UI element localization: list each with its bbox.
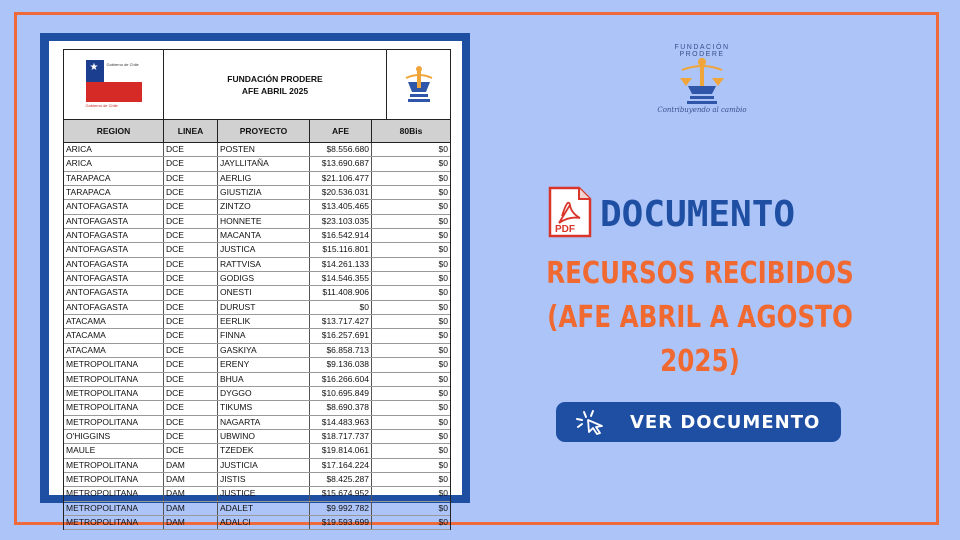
cell-region: ANTOFAGASTA <box>64 301 164 314</box>
cell-80bis: $0 <box>438 445 448 456</box>
cell-region: METROPOLITANA <box>64 373 164 386</box>
cell-region: ANTOFAGASTA <box>64 243 164 256</box>
cell-proyecto: JAYLLITAÑA <box>218 157 310 170</box>
cell-proyecto: GIUSTIZIA <box>218 186 310 199</box>
cell-linea: DAM <box>164 487 218 500</box>
column-header-linea: LINEA <box>164 120 218 142</box>
afe-table <box>63 49 451 530</box>
cell-80bis: $0 <box>438 244 448 255</box>
cell-linea: DCE <box>164 358 218 371</box>
cell-proyecto: TZEDEK <box>218 444 310 457</box>
subtitle-line2: (AFE ABRIL A AGOSTO 2025) <box>547 300 853 379</box>
cell-linea: DCE <box>164 430 218 443</box>
cell-proyecto: JUSTICA <box>218 243 310 256</box>
cell-region: ANTOFAGASTA <box>64 258 164 271</box>
table-row <box>64 473 450 487</box>
table-row <box>64 387 450 401</box>
table-row <box>64 459 450 473</box>
subtitle-line1: RECURSOS RECIBIDOS <box>546 256 854 291</box>
cell-proyecto: HONNETE <box>218 215 310 228</box>
cell-proyecto: ADALCI <box>218 516 310 529</box>
cell-region: METROPOLITANA <box>64 416 164 429</box>
cell-region: ANTOFAGASTA <box>64 229 164 242</box>
cell-linea: DCE <box>164 401 218 414</box>
cell-afe: $14.261.133 <box>310 258 372 271</box>
cell-linea: DAM <box>164 473 218 486</box>
cell-proyecto: ZINTZO <box>218 200 310 213</box>
cell-80bis: $0 <box>438 301 448 312</box>
cell-linea: DCE <box>164 172 218 185</box>
cell-region: METROPOLITANA <box>64 358 164 371</box>
cell-region: TARAPACA <box>64 172 164 185</box>
cell-80bis: $0 <box>438 287 448 298</box>
cell-region: ARICA <box>64 143 164 156</box>
cell-afe: $16.266.604 <box>310 373 372 386</box>
column-header-proyecto: PROYECTO <box>218 120 310 142</box>
cell-80bis: $0 <box>438 473 448 484</box>
cell-proyecto: DURUST <box>218 301 310 314</box>
cell-region: ATACAMA <box>64 315 164 328</box>
document-title-line1: FUNDACIÓN PRODERE <box>227 73 323 84</box>
document-page <box>49 41 462 527</box>
cell-80bis: $0 <box>438 516 448 527</box>
cell-linea: DAM <box>164 516 218 529</box>
cell-region: ATACAMA <box>64 344 164 357</box>
justice-scale-icon <box>674 56 730 106</box>
gov-logo-text: Gobierno de Chile <box>106 61 139 67</box>
cell-proyecto: UBWINO <box>218 430 310 443</box>
table-row <box>64 502 450 516</box>
document-preview[interactable] <box>40 33 470 527</box>
cell-proyecto: EERLIK <box>218 315 310 328</box>
click-cursor-icon <box>572 408 610 436</box>
gov-logo-caption: Gobierno de Chile <box>85 102 118 108</box>
cell-afe: $15.674.952 <box>310 487 372 500</box>
column-header-region: REGION <box>64 120 164 142</box>
cell-80bis: $0 <box>438 273 448 284</box>
cell-afe: $10.695.849 <box>310 387 372 400</box>
cell-80bis: $0 <box>438 316 448 327</box>
cell-region: ANTOFAGASTA <box>64 200 164 213</box>
table-row <box>64 516 450 530</box>
table-row <box>64 200 450 214</box>
cell-linea: DCE <box>164 215 218 228</box>
gov-logo-cell <box>64 50 164 119</box>
cell-afe: $15.116.801 <box>310 243 372 256</box>
table-row <box>64 430 450 444</box>
cell-region: MAULE <box>64 444 164 457</box>
table-row <box>64 401 450 415</box>
cell-80bis: $0 <box>438 230 448 241</box>
cell-afe: $16.257.691 <box>310 329 372 342</box>
pdf-icon-label: PDF <box>555 224 575 235</box>
cell-afe: $6.858.713 <box>310 344 372 357</box>
cell-afe: $19.814.061 <box>310 444 372 457</box>
cell-afe: $9.136.038 <box>310 358 372 371</box>
cell-proyecto: RATTVISA <box>218 258 310 271</box>
cell-proyecto: BHUA <box>218 373 310 386</box>
gobierno-chile-logo: ★ Gobierno de Chile Gobierno de Chile <box>86 60 142 110</box>
prodere-brand-logo <box>652 44 752 134</box>
table-row <box>64 157 450 171</box>
cell-80bis: $0 <box>438 488 448 499</box>
cell-80bis: $0 <box>438 387 448 398</box>
cell-afe: $21.106.477 <box>310 172 372 185</box>
ver-documento-button[interactable] <box>556 402 841 442</box>
cell-region: ANTOFAGASTA <box>64 272 164 285</box>
cell-afe: $18.717.737 <box>310 430 372 443</box>
table-row <box>64 215 450 229</box>
cell-region: METROPOLITANA <box>64 459 164 472</box>
cell-80bis: $0 <box>438 158 448 169</box>
prodere-seal-cell <box>386 50 450 119</box>
cell-linea: DCE <box>164 373 218 386</box>
cell-afe: $11.408.906 <box>310 286 372 299</box>
cell-afe: $14.483.963 <box>310 416 372 429</box>
cell-linea: DCE <box>164 444 218 457</box>
cell-proyecto: GASKIYA <box>218 344 310 357</box>
cell-proyecto: AERLIG <box>218 172 310 185</box>
table-row <box>64 373 450 387</box>
cell-proyecto: POSTEN <box>218 143 310 156</box>
cell-proyecto: MACANTA <box>218 229 310 242</box>
table-row <box>64 315 450 329</box>
cell-proyecto: JUSTICIA <box>218 459 310 472</box>
cell-80bis: $0 <box>438 402 448 413</box>
cell-afe: $16.542.914 <box>310 229 372 242</box>
cell-afe: $8.556.680 <box>310 143 372 156</box>
cell-80bis: $0 <box>438 416 448 427</box>
cell-linea: DCE <box>164 387 218 400</box>
table-row <box>64 258 450 272</box>
brand-name: FUNDACIÓN PRODERE <box>674 44 730 58</box>
cell-proyecto: ONESTI <box>218 286 310 299</box>
cell-linea: DCE <box>164 344 218 357</box>
table-row <box>64 444 450 458</box>
cell-80bis: $0 <box>438 373 448 384</box>
table-row <box>64 286 450 300</box>
pdf-icon <box>547 185 593 239</box>
cell-afe: $13.690.687 <box>310 157 372 170</box>
cell-afe: $0 <box>310 301 372 314</box>
cell-region: METROPOLITANA <box>64 502 164 515</box>
cell-linea: DCE <box>164 229 218 242</box>
table-row <box>64 243 450 257</box>
cell-region: METROPOLITANA <box>64 487 164 500</box>
cell-80bis: $0 <box>438 258 448 269</box>
cell-region: O'HIGGINS <box>64 430 164 443</box>
cell-afe: $17.164.224 <box>310 459 372 472</box>
cell-linea: DAM <box>164 459 218 472</box>
cell-region: ANTOFAGASTA <box>64 286 164 299</box>
cell-region: ATACAMA <box>64 329 164 342</box>
table-row <box>64 301 450 315</box>
cell-linea: DCE <box>164 143 218 156</box>
document-title-line2: AFE ABRIL 2025 <box>241 85 309 96</box>
cell-region: METROPOLITANA <box>64 473 164 486</box>
headline-title: DOCUMENTO <box>600 194 796 235</box>
column-header-80bis: 80Bis <box>399 126 423 136</box>
cell-proyecto: JISTIS <box>218 473 310 486</box>
table-column-headers <box>64 120 450 143</box>
cell-region: TARAPACA <box>64 186 164 199</box>
cell-afe: $14.546.355 <box>310 272 372 285</box>
prodere-seal-icon <box>392 58 446 112</box>
cell-80bis: $0 <box>438 215 448 226</box>
cell-80bis: $0 <box>438 502 448 513</box>
cell-proyecto: TIKUMS <box>218 401 310 414</box>
table-row <box>64 186 450 200</box>
cell-linea: DAM <box>164 502 218 515</box>
table-row <box>64 487 450 501</box>
table-body <box>64 143 450 530</box>
table-row <box>64 143 450 157</box>
headline-subtitle <box>511 252 888 384</box>
table-row <box>64 358 450 372</box>
column-header-afe: AFE <box>310 120 372 142</box>
cell-linea: DCE <box>164 186 218 199</box>
cell-afe: $20.536.031 <box>310 186 372 199</box>
cell-80bis: $0 <box>438 187 448 198</box>
cell-proyecto: NAGARTA <box>218 416 310 429</box>
cell-80bis: $0 <box>438 172 448 183</box>
cell-80bis: $0 <box>438 430 448 441</box>
document-title <box>164 50 386 119</box>
cell-afe: $8.425.287 <box>310 473 372 486</box>
cell-afe: $13.405.465 <box>310 200 372 213</box>
cell-afe: $19.593.699 <box>310 516 372 529</box>
cell-linea: DCE <box>164 286 218 299</box>
cell-80bis: $0 <box>438 144 448 154</box>
cell-80bis: $0 <box>438 359 448 370</box>
cell-80bis: $0 <box>438 201 448 212</box>
cell-region: ARICA <box>64 157 164 170</box>
cell-region: ANTOFAGASTA <box>64 215 164 228</box>
cell-afe: $9.992.782 <box>310 502 372 515</box>
cell-proyecto: ERENY <box>218 358 310 371</box>
cell-region: METROPOLITANA <box>64 401 164 414</box>
cell-80bis: $0 <box>438 459 448 470</box>
cell-afe: $13.717.427 <box>310 315 372 328</box>
cell-linea: DCE <box>164 200 218 213</box>
cell-linea: DCE <box>164 272 218 285</box>
cell-linea: DCE <box>164 301 218 314</box>
table-row <box>64 329 450 343</box>
table-row <box>64 416 450 430</box>
cell-proyecto: GODIGS <box>218 272 310 285</box>
brand-slogan: Contribuyendo al cambio <box>657 106 747 114</box>
table-row <box>64 172 450 186</box>
cell-afe: $23.103.035 <box>310 215 372 228</box>
cell-80bis: $0 <box>438 330 448 341</box>
table-row <box>64 229 450 243</box>
cell-linea: DCE <box>164 157 218 170</box>
cell-linea: DCE <box>164 243 218 256</box>
cell-linea: DCE <box>164 329 218 342</box>
cell-region: METROPOLITANA <box>64 387 164 400</box>
ver-documento-label: VER DOCUMENTO <box>630 411 821 433</box>
cell-linea: DCE <box>164 416 218 429</box>
cell-linea: DCE <box>164 315 218 328</box>
cell-proyecto: JUSTICE <box>218 487 310 500</box>
cell-region: METROPOLITANA <box>64 516 164 529</box>
table-header-block <box>64 50 450 120</box>
cell-proyecto: ADALET <box>218 502 310 515</box>
cell-proyecto: DYGGO <box>218 387 310 400</box>
cell-linea: DCE <box>164 258 218 271</box>
cell-afe: $8.690.378 <box>310 401 372 414</box>
table-row <box>64 344 450 358</box>
table-row <box>64 272 450 286</box>
cell-80bis: $0 <box>438 344 448 355</box>
cell-proyecto: FINNA <box>218 329 310 342</box>
